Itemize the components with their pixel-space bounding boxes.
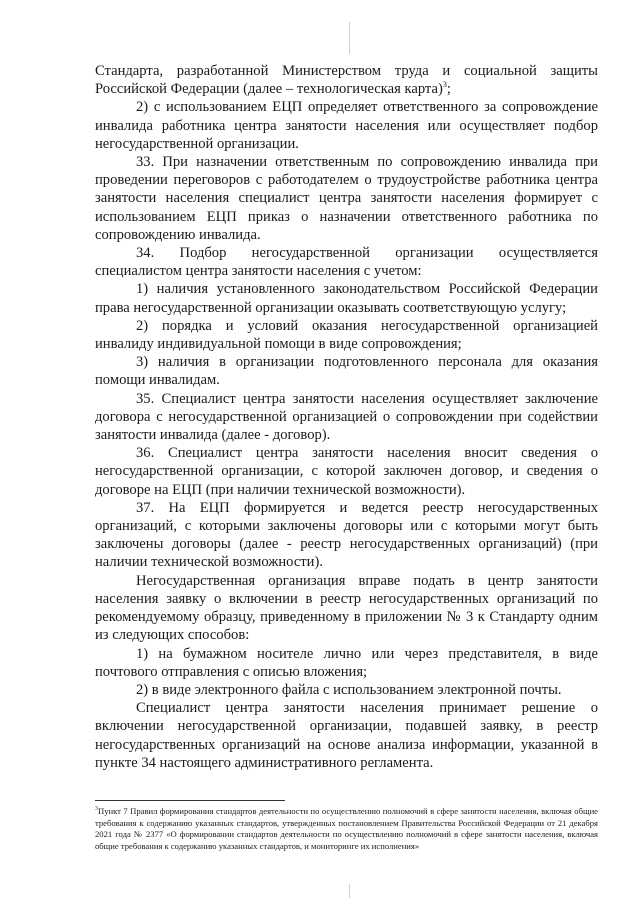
paragraph-decision: Специалист центра занятости населения принимает решение о включении негосударственной организации, подавшей заявку, в реестр негосударственных организаций на основе анализа информации, указанной в пункте 34 настоящего административного регламента. <box>95 700 598 771</box>
paragraph-item-2-ecp: 2) с использованием ЕЦП определяет ответственного за сопровождение инвалида работника центра занятости населения или осуществляет подбор негосударственной организации. <box>95 99 598 152</box>
paragraph-clause-36: 36. Специалист центра занятости населения вносит сведения о негосударственной организации, с которой заключен договор, и сведения о договоре на ЕЦП (при наличии технической возможности). <box>95 445 598 498</box>
paragraph-submission-item-1: 1) на бумажном носителе лично или через представителя, в виде почтового отправления с описью вложения; <box>95 645 598 680</box>
footnote-marker: 3 <box>95 806 98 813</box>
footnote-separator <box>95 800 285 801</box>
paragraph-clause-37: 37. На ЕЦП формируется и ведется реестр негосударственных организаций, с которыми заключены договоры или с которыми могут быть заключены договоры (далее - реестр негосударственных организаций) (при наличии технической возможности). <box>95 499 598 571</box>
scan-mark-bottom <box>349 884 350 898</box>
paragraph-text: Стандарта, разработанной Министерством труда и социальной защиты Российской Федерации (далее – технологическая карта) <box>95 63 598 98</box>
footnote-text: Пункт 7 Правил формирования стандартов деятельности по осуществлению полномочий в сфере занятости населения, включая общие требования к содержанию указанных стандартов, утвержденных постановлением Правительства Российской Федерации от 21 декабря 2021 года № 2377 «О формировании стандартов деятельности по осуществлению полномочий в сфере занятости населения, включая общие требования к содержанию указанных стандартов, и мониторинге их исполнения» <box>95 806 598 852</box>
paragraph-clause-34: 34. Подбор негосударственной организации осуществляется специалистом центра занятости населения с учетом: <box>95 245 598 280</box>
paragraph-clause-34-item-2: 2) порядка и условий оказания негосударственной организацией инвалиду индивидуальной помощи в виде сопровождения; <box>95 317 598 353</box>
paragraph-clause-34-item-3: 3) наличия в организации подготовленного персонала для оказания помощи инвалидам. <box>95 354 598 389</box>
paragraph-punctuation: ; <box>446 81 451 98</box>
scan-mark-top <box>349 22 350 54</box>
paragraph-standard-continuation <box>95 62 598 98</box>
paragraph-clause-34-item-1: 1) наличия установленного законодательством Российской Федерации права негосударственной организации оказывать соответствующую услугу; <box>95 281 598 316</box>
paragraph-submission-item-2: 2) в виде электронного файла с использованием электронной почты. <box>136 681 562 698</box>
paragraph-clause-35: 35. Специалист центра занятости населения осуществляет заключение договора с негосударственной организацией о сопровождении при содействии занятости инвалида (далее - договор). <box>95 390 598 444</box>
paragraph-application-submission: Негосударственная организация вправе подать в центр занятости населения заявку о включении в реестр негосударственных организаций по рекомендуемому образцу, приведенному в приложении № 3 к Стандарту одним из следующих способов: <box>95 572 598 644</box>
paragraph-clause-33: 33. При назначении ответственным по сопровождению инвалида при проведении переговоров с работодателем о трудоустройстве работника центра занятости населения специалист центра занятости населения формирует с использованием ЕЦП приказ о назначении ответственного работника по сопровождению инвалида. <box>95 154 598 243</box>
document-body <box>95 62 598 772</box>
footnote <box>95 806 598 853</box>
footnote-reference: 3 <box>442 80 447 90</box>
